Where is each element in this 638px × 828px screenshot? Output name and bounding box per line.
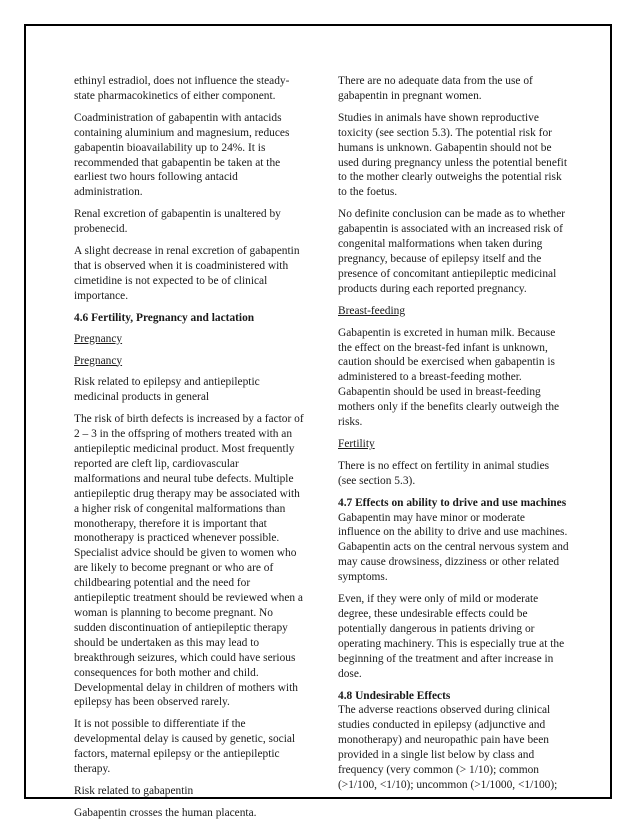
left-column bbox=[74, 74, 307, 828]
paragraph: There is no effect on fertility in animal studies (see section 5.3). bbox=[338, 459, 550, 487]
paragraph: Studies in animals have shown reproductive toxicity (see section 5.3). The potential risk for humans is unknown. Gabapentin should not be used during pregnancy unless the potential benefit to the mother clearly outweighs the potential risk to the foetus. bbox=[338, 111, 568, 199]
paragraph: No definite conclusion can be made as to whether gabapentin is associated with an increased risk of congenital malformations when taken during pregnancy, because of epilepsy itself and the presence of concomitant antiepileptic medicinal products during each reported pregnancy. bbox=[338, 208, 566, 295]
paragraph: ethinyl estradiol, does not influence the steady-state pharmacokinetics of either component. bbox=[74, 75, 290, 102]
paragraph: Even, if they were only of mild or moderate degree, these undesirable effects could be potentially dangerous in patients driving or operating machinery. This is especially true at the beginning of the treatment and after increase in dose. bbox=[338, 593, 565, 680]
paragraph: Coadministration of gabapentin with antacids containing aluminium and magnesium, reduces gabapentin bioavailability up to 24%. It is recommended that gabapentin be taken at the earliest two hours following antacid administration. bbox=[74, 111, 290, 199]
paragraph: Gabapentin crosses the human placenta. bbox=[74, 806, 257, 819]
section-heading-4-6: 4.6 Fertility, Pregnancy and lactation bbox=[74, 311, 255, 324]
paragraph: Gabapentin may have minor or moderate influence on the ability to drive and use machines. Gabapentin acts on the central nervous system and may cause drowsiness, dizziness or other related symptoms. bbox=[338, 511, 569, 584]
paragraph: Gabapentin is excreted in human milk. Because the effect on the breast-fed infant is unknown, caution should be exercised when gabapentin is administered to a breast-feeding mother. Gabapentin should be used in breast-feeding mothers only if the benefits clearly outweigh the risks. bbox=[338, 326, 560, 429]
paragraph: The adverse reactions observed during clinical studies conducted in epilepsy (adjunctive and monotherapy) and neuropathic pain have been provided in a single list below by class and frequency (very common (> 1/10); common (>1/100, <1/10); uncommon (>1/1000, <1/100); bbox=[338, 704, 558, 791]
paragraph: There are no adequate data from the use of gabapentin in pregnant women. bbox=[338, 75, 533, 102]
paragraph: Risk related to gabapentin bbox=[74, 784, 194, 797]
subheading-pregnancy-repeat: Pregnancy bbox=[74, 354, 123, 367]
paragraph: The risk of birth defects is increased by a factor of 2 – 3 in the offspring of mothers treated with an antiepileptic medicinal product. Most frequently reported are cleft lip, cardiovascular malformations and neural tube defects. Multiple antiepileptic drug therapy may be associated with a higher risk of congenital malformations than monotherapy, therefore it is important that monotherapy is practiced whenever possible. Specialist advice should be given to women who are likely to become pregnant or who are of childbearing potential and the need for antiepileptic treatment should be reviewed when a woman is planning to become pregnant. No sudden discontinuation of antiepileptic therapy should be undertaken as this may lead to breakthrough seizures, which could have serious consequences for both mother and child. Developmental delay in children of mothers with epilepsy has been observed rarely. bbox=[74, 413, 304, 709]
section-heading-4-7: 4.7 Effects on ability to drive and use machines bbox=[338, 496, 567, 509]
right-column bbox=[338, 74, 570, 800]
paragraph: Risk related to epilepsy and antiepileptic medicinal products in general bbox=[74, 376, 260, 404]
paragraph: Renal excretion of gabapentin is unaltered by probenecid. bbox=[74, 208, 281, 236]
subheading-pregnancy: Pregnancy bbox=[74, 332, 123, 345]
subheading-breast-feeding: Breast-feeding bbox=[338, 304, 406, 317]
paragraph: It is not possible to differentiate if the developmental delay is caused by genetic, social factors, maternal epilepsy or the antiepileptic therapy. bbox=[74, 718, 296, 776]
section-heading-4-8: 4.8 Undesirable Effects bbox=[338, 689, 451, 702]
subheading-fertility: Fertility bbox=[338, 437, 375, 450]
paragraph: A slight decrease in renal excretion of gabapentin that is observed when it is coadministered with cimetidine is not expected to be of clinical importance. bbox=[74, 245, 300, 302]
